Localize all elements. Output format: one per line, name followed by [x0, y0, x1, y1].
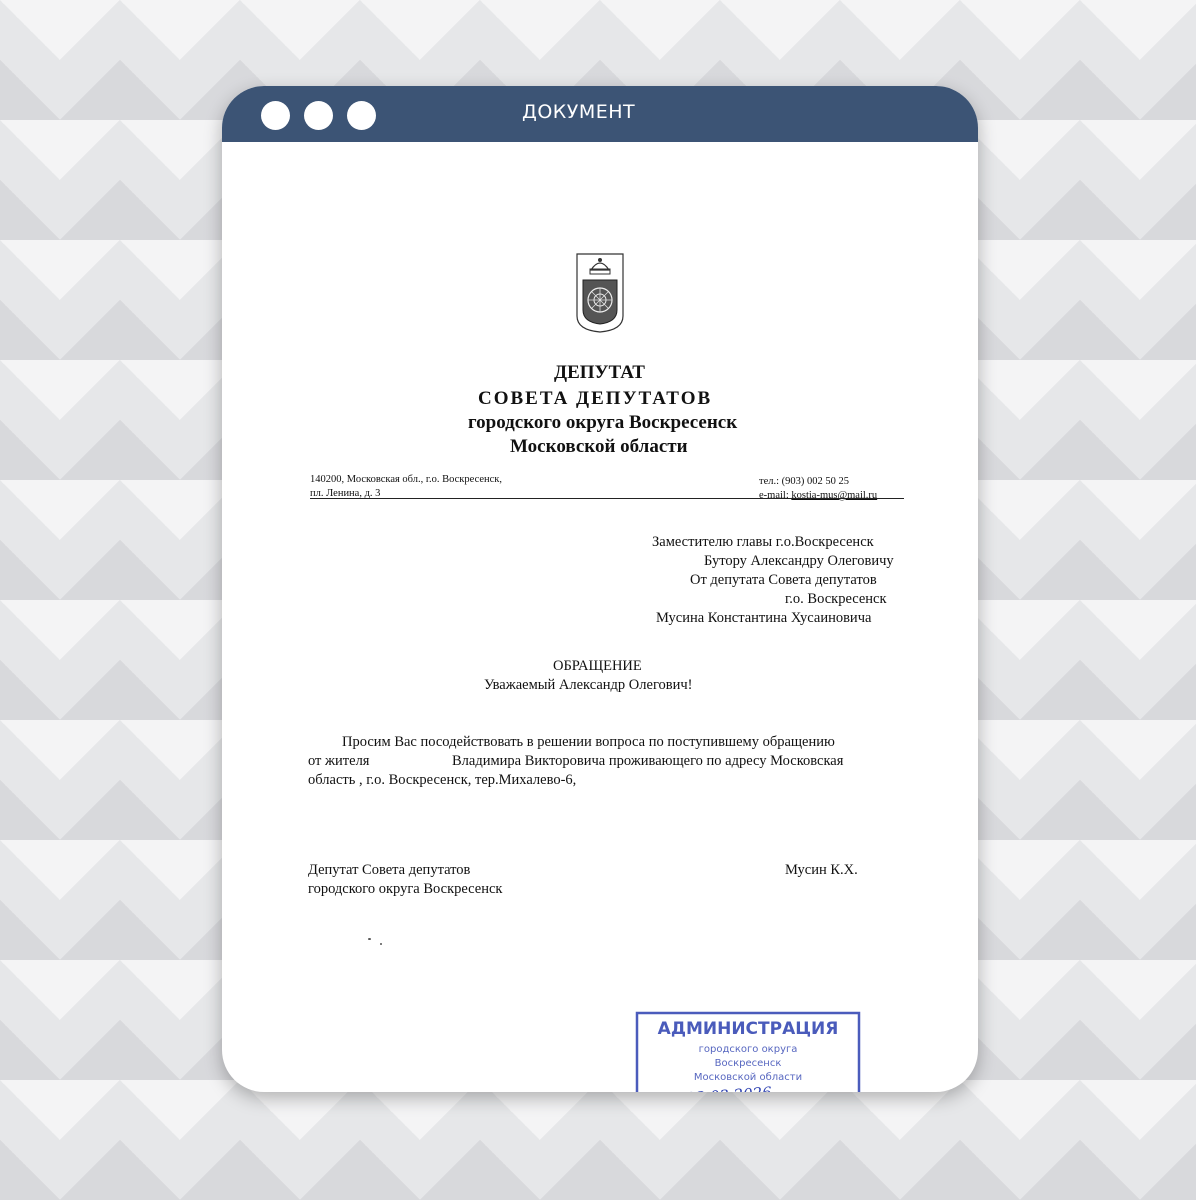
registration-stamp: АДМИНИСТРАЦИЯ городского округа Воскресенск Московской области Вход № 23.03.2026: [634, 1010, 862, 1092]
stamp-handwritten-date: 23.03.2026: [685, 1083, 773, 1108]
scan-speck: [380, 943, 382, 945]
stamp-line-3: Воскресенск: [714, 1058, 782, 1069]
addressee-line-3: От депутата Совета депутатов: [690, 572, 877, 588]
scan-speck: [368, 938, 371, 940]
phone-number: тел.: (903) 002 50 25: [759, 476, 850, 487]
letter-paragraph-line-2a: от жителя: [308, 753, 370, 769]
addressee-line-5: Мусина Константина Хусаиновича: [656, 610, 872, 626]
letterhead-line-3: городского округа Воскресенск: [468, 412, 738, 433]
letter-paragraph-line-3: область , г.о. Воскресенск, тер.Михалево-6,: [308, 772, 577, 788]
addressee-line-1: Заместителю главы г.о.Воскресенск: [652, 534, 874, 550]
signature-name: Мусин К.Х.: [785, 862, 858, 878]
stamp-line-4: Московской области: [693, 1072, 803, 1083]
stamp-line-1: АДМИНИСТРАЦИЯ: [657, 1019, 839, 1039]
addressee-line-4: г.о. Воскресенск: [785, 591, 887, 607]
signature-role-line-1: Депутат Совета депутатов: [308, 862, 471, 878]
document-window: [222, 86, 978, 1108]
letter-salutation: Уважаемый Александр Олегович!: [484, 677, 693, 693]
email-line: [759, 490, 877, 501]
letterhead-line-4: Московской области: [510, 436, 688, 457]
email-link[interactable]: kostia-mus@mail.ru: [791, 490, 878, 501]
window-dot-2-icon[interactable]: [304, 101, 333, 130]
window-dot-1-icon[interactable]: [261, 101, 290, 130]
letterhead-divider: [310, 498, 904, 499]
address-line-1: 140200, Московская обл., г.о. Воскресенск,: [310, 474, 503, 485]
window-title: ДОКУМЕНТ: [522, 101, 636, 123]
letter-title: ОБРАЩЕНИЕ: [553, 658, 642, 674]
addressee-line-2: Бутору Александру Олеговичу: [704, 553, 894, 569]
address-line-2: пл. Ленина, д. 3: [310, 488, 381, 499]
letterhead-line-2: СОВЕТА ДЕПУТАТОВ: [478, 388, 713, 409]
stamp-line-2: городского округа: [698, 1044, 798, 1055]
scanned-document-page: [222, 142, 978, 1108]
window-titlebar: [222, 86, 978, 142]
letter-paragraph-line-2b: Владимира Викторовича проживающего по адресу Московская: [452, 753, 844, 769]
email-label: e-mail:: [759, 490, 792, 501]
coat-of-arms-icon: [571, 252, 629, 334]
window-dot-3-icon[interactable]: [347, 101, 376, 130]
signature-role-line-2: городского округа Воскресенск: [308, 881, 503, 897]
letterhead-line-1: ДЕПУТАТ: [554, 362, 645, 383]
letter-paragraph-line-1: Просим Вас посодействовать в решении вопроса по поступившему обращению: [342, 734, 835, 750]
